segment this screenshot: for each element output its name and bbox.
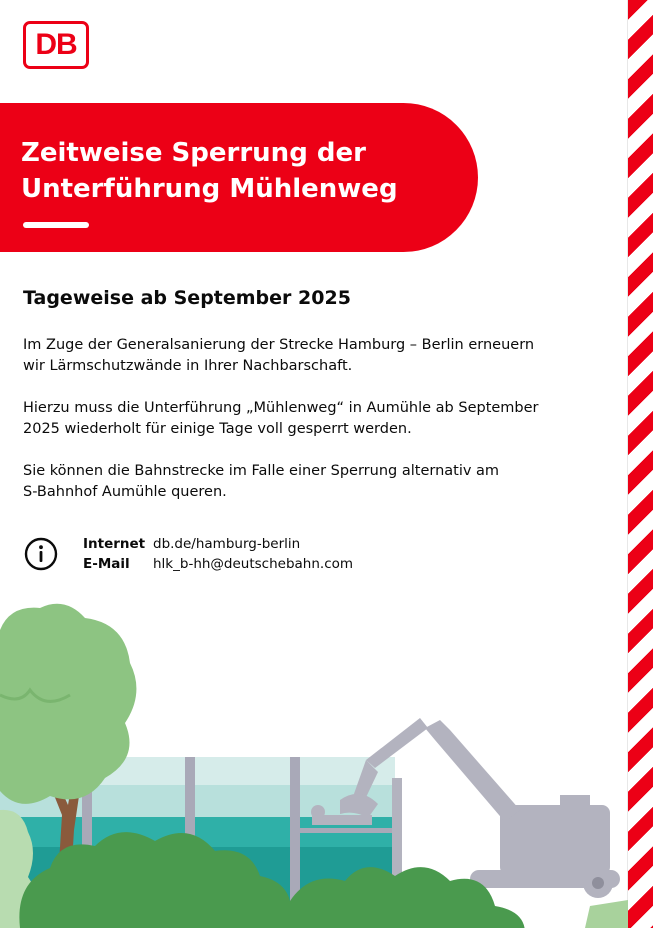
paragraph-closure	[23, 398, 593, 440]
email-link[interactable]: hlk_b-hh@deutschebahn.com	[153, 556, 354, 572]
paragraph-line: wir Lärmschutzwände in Ihrer Nachbarschaft.	[23, 358, 353, 374]
subtitle: Tageweise ab September 2025	[23, 287, 351, 309]
logo-text: DB	[35, 28, 77, 61]
ground	[585, 900, 628, 928]
title-underline	[23, 222, 89, 228]
db-logo	[23, 21, 89, 69]
contact-row-internet	[83, 534, 300, 554]
paragraph-line: Hierzu muss die Unterführung „Mühlenweg“ in Aumühle ab September	[23, 400, 539, 416]
contact-label: Internet	[83, 536, 146, 552]
contact-row-email	[83, 554, 353, 574]
paragraph-line: S-Bahnhof Aumühle queren.	[23, 484, 227, 500]
paragraph-line: Im Zuge der Generalsanierung der Strecke Hamburg – Berlin erneuern	[23, 337, 535, 353]
title-line-1: Zeitweise Sperrung der	[21, 138, 366, 168]
paragraph-line: Sie können die Bahnstrecke im Falle einer Sperrung alternativ am	[23, 463, 500, 479]
paragraph-renewal	[23, 335, 593, 377]
paragraph-line: 2025 wiederholt für einige Tage voll gesperrt werden.	[23, 421, 412, 437]
warning-stripe-border	[627, 0, 653, 928]
website-link[interactable]: db.de/hamburg-berlin	[153, 536, 301, 552]
contact-label: E-Mail	[83, 556, 130, 572]
page-title	[21, 135, 461, 207]
title-line-2: Unterführung Mühlenweg	[21, 174, 398, 204]
info-icon	[24, 537, 58, 571]
paragraph-alternative	[23, 461, 593, 503]
construction-illustration	[0, 600, 628, 928]
